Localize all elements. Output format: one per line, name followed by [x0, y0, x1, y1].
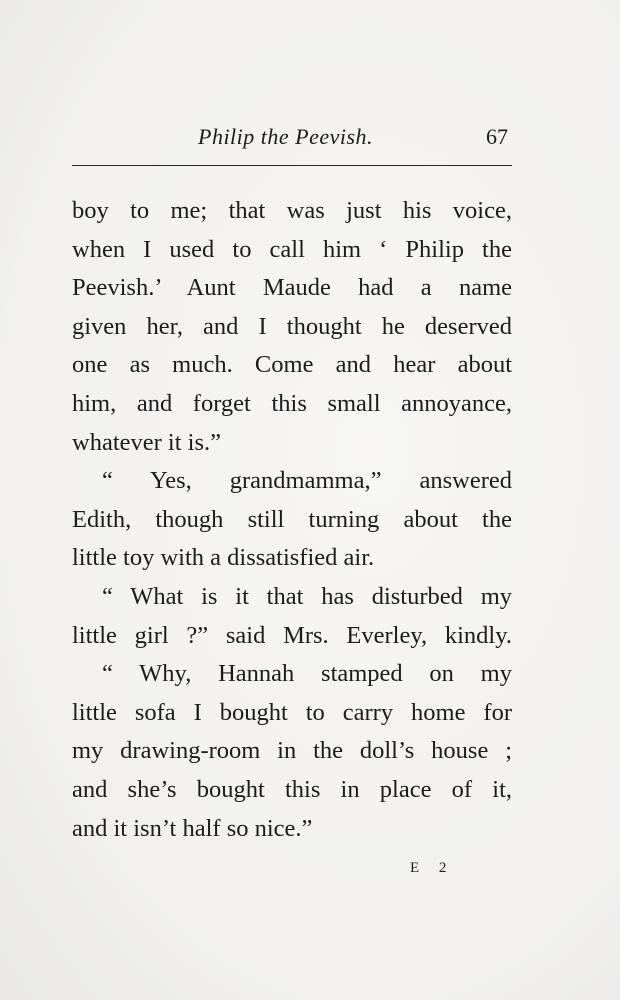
text-line: “ Yes, grandmamma,” answered	[102, 467, 512, 495]
header-rule	[72, 165, 512, 166]
text-line: little sofa I bought to carry home for	[72, 698, 512, 726]
text-line: Edith, though still turning about the	[72, 505, 512, 533]
text-line: one as much. Come and hear about	[72, 351, 512, 379]
text-line: given her, and I thought he deserved	[72, 312, 512, 340]
running-head	[72, 124, 512, 164]
text-line: “ What is it that has disturbed my	[102, 582, 512, 610]
text-line: my drawing-room in the doll’s house ;	[72, 737, 512, 765]
text-line: little girl ?” said Mrs. Everley, kindly.	[72, 621, 512, 649]
text-line: little toy with a dissatisfied air.	[72, 544, 375, 572]
text-line: when I used to call him ‘ Philip the	[72, 235, 512, 263]
signature-mark: E 2	[410, 860, 455, 876]
text-line: whatever it is.”	[72, 428, 221, 456]
text-line: Peevish.’ Aunt Maude had a name	[72, 274, 512, 302]
page-number: 67	[486, 124, 508, 149]
text-line: and it isn’t half so nice.”	[72, 814, 313, 842]
text-line: and she’s bought this in place of it,	[72, 775, 512, 803]
body-text	[72, 192, 512, 848]
running-title: Philip the Peevish.	[198, 124, 374, 149]
text-line: him, and forget this small annoyance,	[72, 389, 512, 417]
text-line: boy to me; that was just his voice,	[72, 197, 512, 224]
text-line: “ Why, Hannah stamped on my	[102, 660, 512, 688]
